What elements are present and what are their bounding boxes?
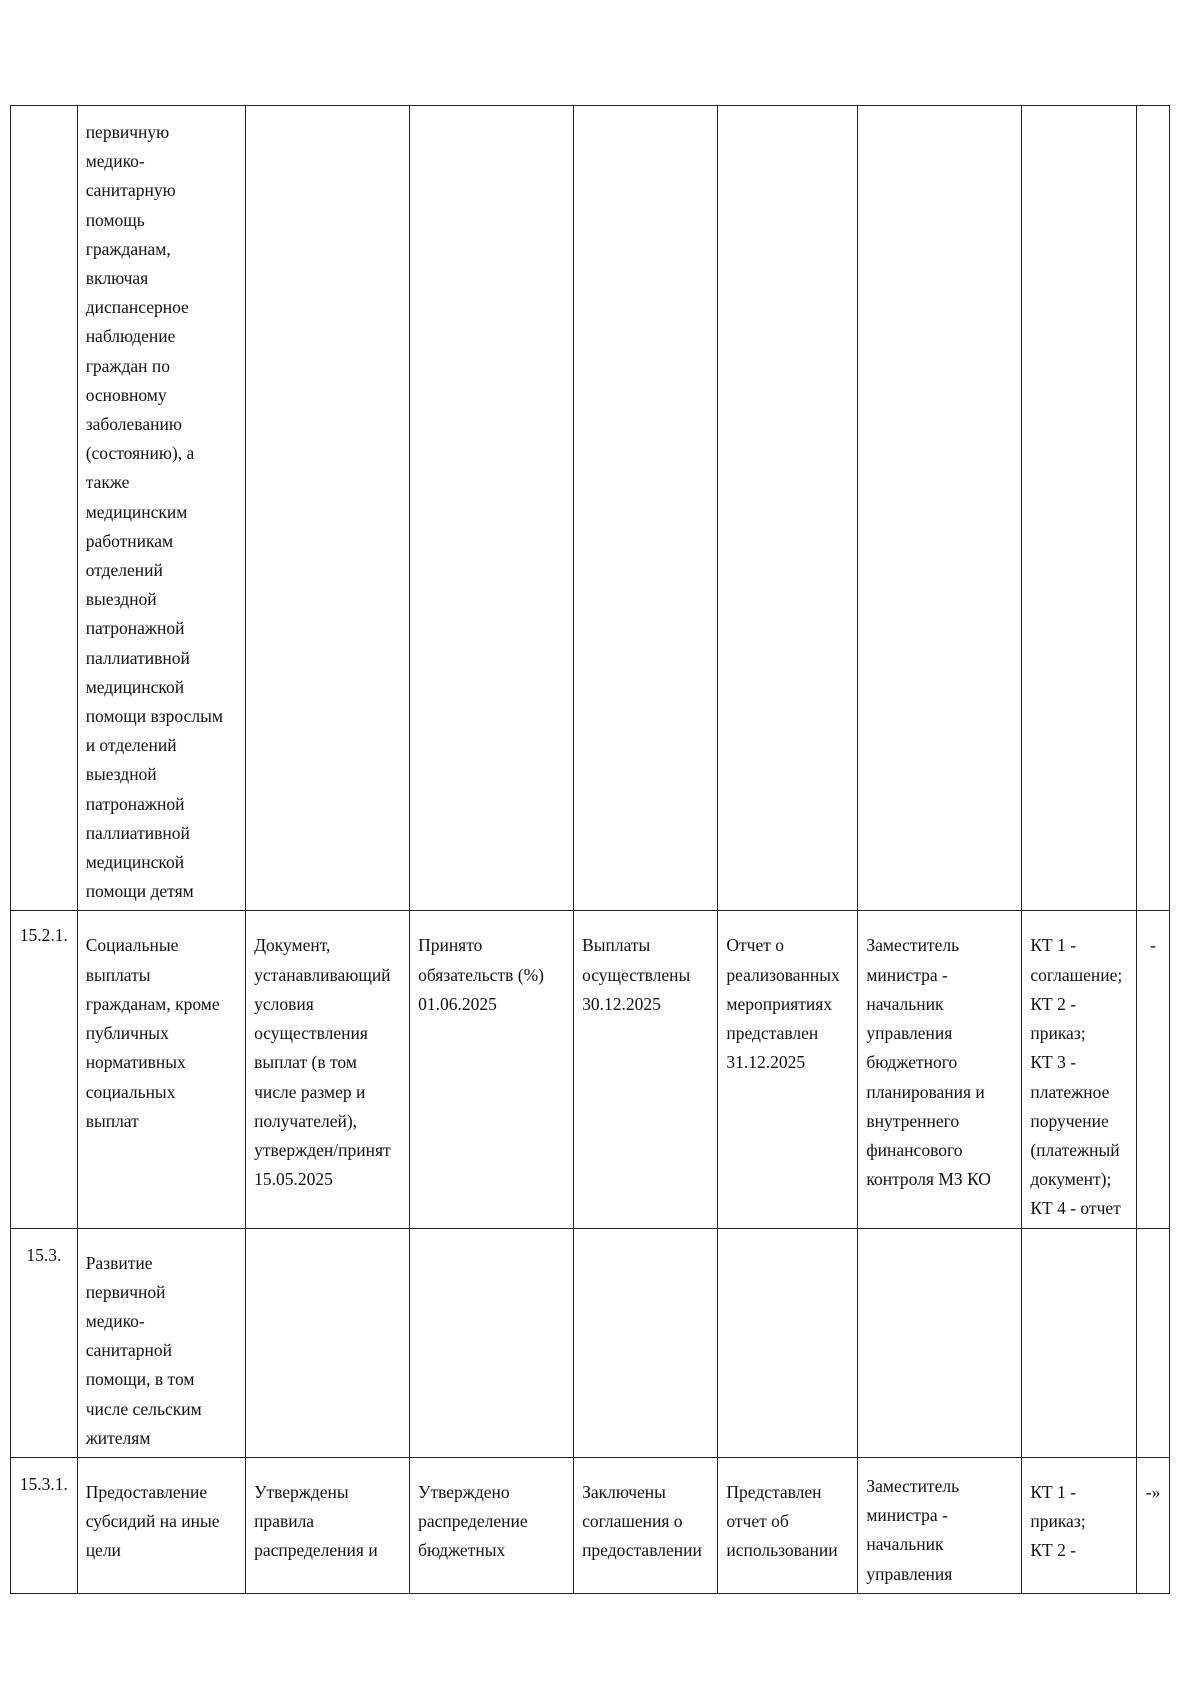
cell-col7 (858, 106, 1022, 911)
cell-col7: Заместитель министра - начальник управления бюджетного планирования и внутреннего финансового контроля МЗ КО (858, 911, 1022, 1228)
activity-name: первичную медико- санитарную помощь гражданам, включая диспансерное наблюдение граждан по основному заболеванию (состоянию), а также медицинским работникам отделений выездной патронажной паллиативной медицинской помощи взрослым и отделений выездной патронажной паллиативной медицинской помощи детям (77, 106, 245, 911)
cell-col9 (1137, 106, 1170, 911)
cell-col7 (858, 1228, 1022, 1457)
cell-col3: Утверждены правила распределения и (246, 1457, 410, 1593)
cell-col4 (410, 1228, 574, 1457)
cell-col9 (1137, 1228, 1170, 1457)
cell-col3: Документ, устанавливающий условия осуществления выплат (в том числе размер и получателей), утвержден/принят 15.05.2025 (246, 911, 410, 1228)
cell-col3 (246, 1228, 410, 1457)
cell-col6: Отчет о реализованных мероприятиях представлен 31.12.2025 (718, 911, 858, 1228)
cell-col8 (1022, 1228, 1137, 1457)
cell-col4: Принято обязательств (%) 01.06.2025 (410, 911, 574, 1228)
cell-col8: КТ 1 - приказ; КТ 2 - (1022, 1457, 1137, 1593)
row-number (11, 106, 78, 911)
cell-col6 (718, 1228, 858, 1457)
table-row (11, 1457, 1170, 1593)
cell-col5: Выплаты осуществлены 30.12.2025 (574, 911, 718, 1228)
cell-col9: - (1137, 911, 1170, 1228)
cell-col8 (1022, 106, 1137, 911)
cell-col8: КТ 1 - соглашение; КТ 2 - приказ; КТ 3 - платежное поручение (платежный документ); КТ 4 - отчет (1022, 911, 1137, 1228)
cell-col4 (410, 106, 574, 911)
cell-col9: -» (1137, 1457, 1170, 1593)
row-number: 15.3.1. (11, 1457, 78, 1593)
activity-table (10, 105, 1170, 1594)
cell-col7: Заместитель министра - начальник управления (858, 1457, 1022, 1593)
row-number: 15.3. (11, 1228, 78, 1457)
cell-col5: Заключены соглашения о предоставлении (574, 1457, 718, 1593)
cell-col6: Представлен отчет об использовании (718, 1457, 858, 1593)
activity-name: Развитие первичной медико- санитарной помощи, в том числе сельским жителям (77, 1228, 245, 1457)
cell-col5 (574, 106, 718, 911)
table-row (11, 1228, 1170, 1457)
table-row (11, 106, 1170, 911)
table-row (11, 911, 1170, 1228)
activity-name: Предоставление субсидий на иные цели (77, 1457, 245, 1593)
cell-col5 (574, 1228, 718, 1457)
cell-col6 (718, 106, 858, 911)
activity-name: Социальные выплаты гражданам, кроме публичных нормативных социальных выплат (77, 911, 245, 1228)
row-number: 15.2.1. (11, 911, 78, 1228)
cell-col4: Утверждено распределение бюджетных (410, 1457, 574, 1593)
cell-col3 (246, 106, 410, 911)
